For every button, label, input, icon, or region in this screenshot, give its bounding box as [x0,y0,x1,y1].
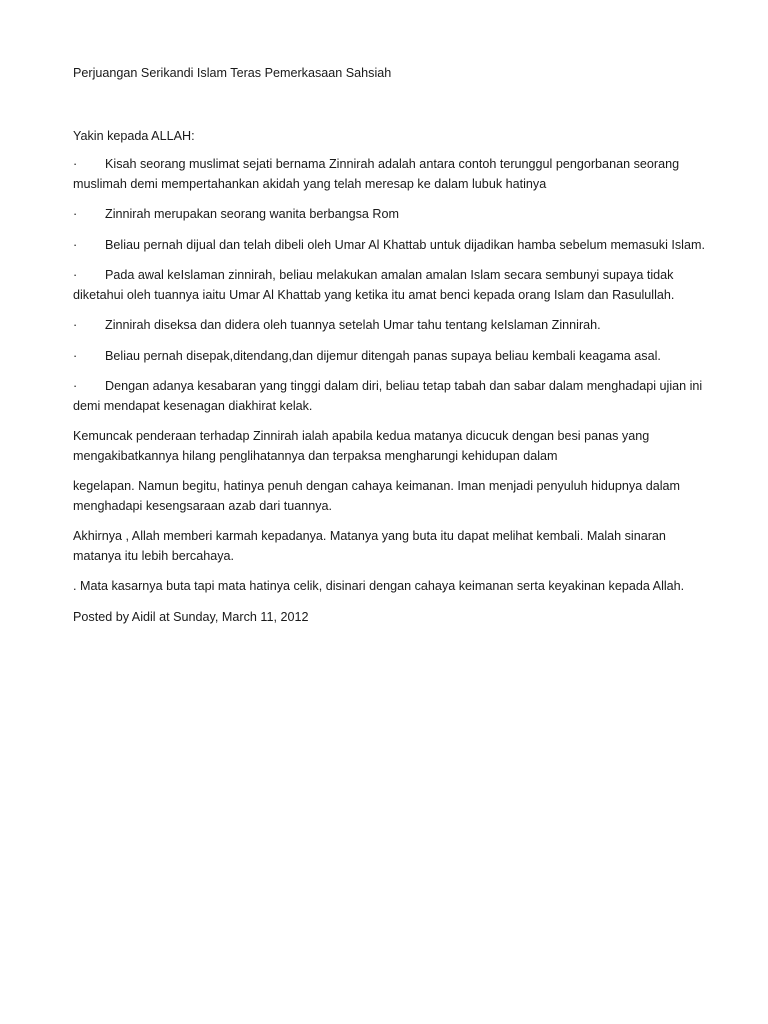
list-item [73,266,713,305]
body-paragraph: . Mata kasarnya buta tapi mata hatinya celik, disinari dengan cahaya keimanan serta keyakinan kepada Allah. [73,579,685,593]
list-item [73,236,713,256]
list-item [73,377,713,416]
bullet-marker: · [73,379,78,393]
bullet-marker: · [73,237,78,252]
list-item [73,205,713,225]
body-paragraph: kegelapan. Namun begitu, hatinya penuh dengan cahaya keimanan. Iman menjadi penyuluh hidupnya dalam menghadapi kesengsaraan azab dari tuannya. [73,479,681,513]
document-page [73,64,713,627]
body-paragraph: Akhirnya , Allah memberi karmah kepadanya. Matanya yang buta itu dapat melihat kembali. Malah sinaran matanya itu lebih bercahaya. [73,529,666,563]
list-item-text: Dengan adanya kesabaran yang tinggi dalam diri, beliau tetap tabah dan sabar dalam menghadapi ujian ini demi mendapat kesenagan diakhirat kelak. [73,379,703,413]
bullet-marker: · [73,207,78,221]
list-item-text: Beliau pernah dijual dan telah dibeli oleh Umar Al Khattab untuk dijadikan hamba sebelum memasuki Islam. [105,237,705,252]
body-paragraph: Kemuncak penderaan terhadap Zinnirah ialah apabila kedua matanya dicucuk dengan besi panas yang mengakibatkannya hilang penglihatannya dan terpaksa mengharungi kehidupan dalam [73,429,650,463]
bullet-marker: · [73,157,78,171]
bullet-marker: · [73,348,78,363]
list-item-text: Zinnirah merupakan seorang wanita berbangsa Rom [105,207,400,221]
list-item [73,155,713,194]
list-item [73,316,713,336]
bullet-marker: · [73,318,78,332]
posted-by-line: Posted by Aidil at Sunday, March 11, 2012 [73,609,309,624]
list-item-text: Pada awal keIslaman zinnirah, beliau melakukan amalan amalan Islam secara sembunyi supaya tidak diketahui oleh tuannya iaitu Umar Al Khattab yang ketika itu amat benci kepada orang Islam dan Rasulullah. [73,268,675,302]
list-item-text: Beliau pernah disepak,ditendang,dan dijemur ditengah panas supaya beliau kembali keagama asal. [105,348,661,363]
section-heading: Yakin kepada ALLAH: [73,128,195,143]
document-title: Perjuangan Serikandi Islam Teras Pemerkasaan Sahsiah [73,66,392,80]
list-item-text: Zinnirah diseksa dan didera oleh tuannya setelah Umar tahu tentang keIslaman Zinnirah. [105,318,601,332]
bullet-marker: · [73,268,78,282]
list-item-text: Kisah seorang muslimat sejati bernama Zinnirah adalah antara contoh terunggul pengorbanan seorang muslimah demi mempertahankan akidah yang telah meresap ke dalam lubuk hatinya [73,157,680,191]
list-item [73,347,713,367]
